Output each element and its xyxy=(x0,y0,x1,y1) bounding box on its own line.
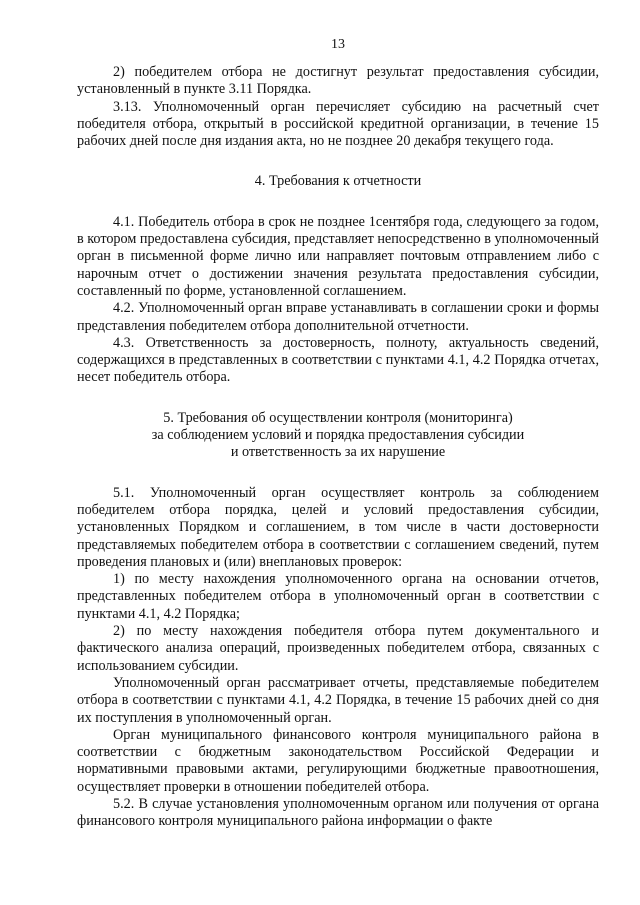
paragraph-5-2: 5.2. В случае установления уполномоченным органом или получения от органа финансового контроля муниципального района информации о факте xyxy=(77,795,599,830)
section-5-title-line-3: и ответственность за их нарушение xyxy=(230,444,446,461)
page-number: 13 xyxy=(331,37,345,52)
document-body xyxy=(77,64,599,831)
paragraph-financial-control: Орган муниципального финансового контроля муниципального района в соответствии с бюджетным законодательством Российской Федерации и нормативными правовыми актами, регулирующими бюджетные правоотношения, осуществляет проверки в отношении победителей отбора. xyxy=(77,726,599,795)
paragraph-4-1: 4.1. Победитель отбора в срок не позднее 1сентября года, следующего за годом, в котором предоставлена субсидия, представляет непосредственно в уполномоченный орган в письменной форме лично или направляет почтовым отправлением либо с нарочным отчет о достижении значения результата предоставления субсидии, составленный по форме, установленной соглашением. xyxy=(77,213,599,299)
section-4-title: 4. Требования к отчетности xyxy=(254,173,422,190)
paragraph-intro-1: 2) победителем отбора не достигнут результат предоставления субсидии, установленный в пункте 3.11 Порядка. xyxy=(77,64,599,98)
paragraph-5-1-item-2: 2) по месту нахождения победителя отбора путем документального и фактического анализа операций, произведенных победителем отбора, связанных с использованием субсидии. xyxy=(77,623,599,674)
paragraph-5-1: 5.1. Уполномоченный орган осуществляет контроль за соблюдением победителем отбора порядка, целей и условий предоставления субсидии, установленных Порядком и соглашением, в том числе в части достоверности представляемых победителем отбора в соответствии с соглашением сведений, путем проведения плановых и (или) внеплановых проверок: xyxy=(77,484,599,570)
paragraph-4-3: 4.3. Ответственность за достоверность, полноту, актуальность сведений, содержащихся в представленных в соответствии с пунктами 4.1, 4.2 Порядка отчетах, несет победитель отбора. xyxy=(77,334,599,386)
section-5-title-line-1: 5. Требования об осуществлении контроля (мониторинга) xyxy=(163,409,513,426)
paragraph-5-1-item-1: 1) по месту нахождения уполномоченного органа на основании отчетов, представленных победителем отбора в уполномоченный орган в соответствии с пунктами 4.1, 4.2 Порядка; xyxy=(77,571,599,622)
paragraph-reports-review: Уполномоченный орган рассматривает отчеты, представляемые победителем отбора в соответствии с пунктами 4.1, 4.2 Порядка, в течение 15 рабочих дней со дня их поступления в уполномоченный орган. xyxy=(77,674,599,726)
paragraph-3-13: 3.13. Уполномоченный орган перечисляет субсидию на расчетный счет победителя отбора, открытый в российской кредитной организации, в течение 15 рабочих дней после дня издания акта, но не позднее 20 декабря текущего года. xyxy=(77,98,599,150)
section-5-title-line-2: за соблюдением условий и порядка предоставления субсидии xyxy=(151,427,525,444)
paragraph-4-2: 4.2. Уполномоченный орган вправе устанавливать в соглашении сроки и формы представления победителем отбора дополнительной отчетности. xyxy=(77,300,599,334)
